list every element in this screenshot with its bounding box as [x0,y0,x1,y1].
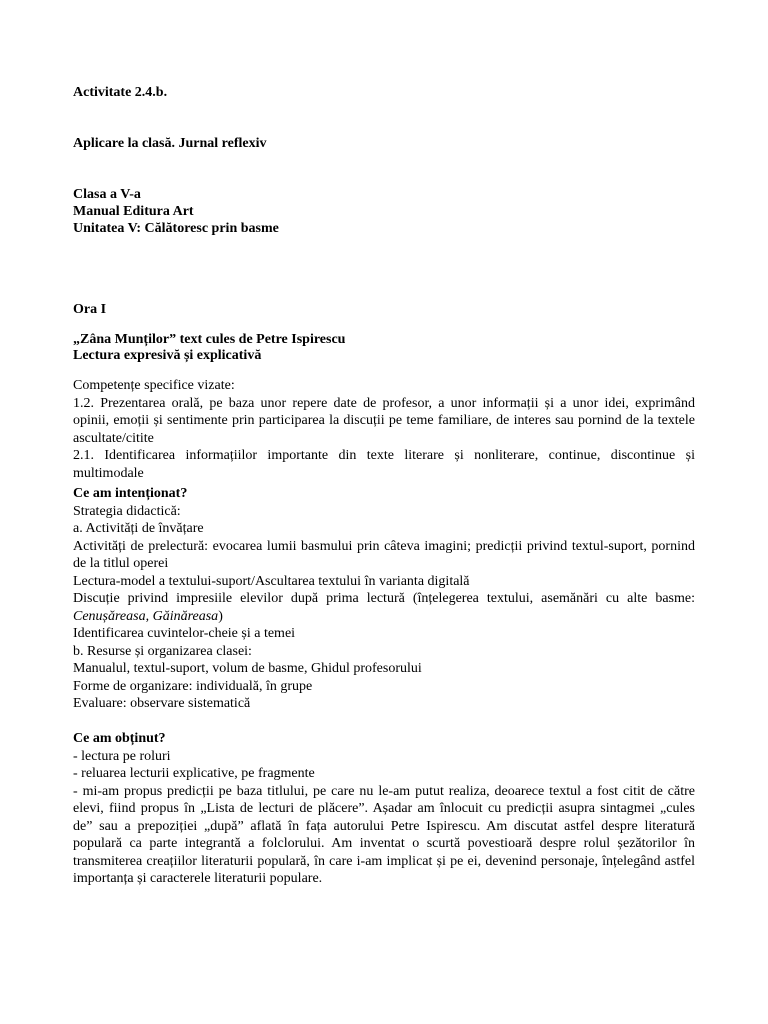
closing-paren: ) [218,608,223,624]
tale-title: Cenușăreasa [73,608,146,624]
obtained-item: - reluarea lecturii explicative, pe fragmente [73,766,315,781]
activity-heading: Activitate 2.4.b. [73,85,168,100]
competence-line: 2.1. Identificarea informațiilor importante din texte literare și nonliterare, continue, discontinue și [73,448,695,463]
tale-title: Găinăreasa [152,608,219,624]
obtained-paragraph-line: populară ca parte integrantă a folclorului. Am inventat o scurtă povestioară despre rolul șezătorilor în [73,836,695,851]
discussion-line: Discuție privind impresiile elevilor după prima lectură (înțelegerea textului, asemănări cu alte basme: [73,591,695,606]
competence-line: opinii, emoții și sentimente prin participarea la discuții pe teme familiare, de interes sau pornind de la textele [73,413,695,428]
strategy-label: Strategia didactică: [73,503,181,519]
model-reading-line: Lectura-model a textului-suport/Ascultarea textului în varianta digitală [73,573,470,589]
competence-line: 1.2. Prezentarea orală, pe baza unor repere date de profesor, a unor informații și a unor idei, exprimând [73,395,695,411]
text-title: „Zâna Munților” text cules de Petre Ispirescu [73,332,346,347]
intended-heading: Ce am intenționat? [73,486,188,501]
class-heading: Clasa a V-a [73,187,141,202]
obtained-heading: Ce am obținut? [73,731,166,746]
obtained-paragraph-line: - mi-am propus predicții pe baza titlului, pe care nu le-am putut realiza, deoarece textul a fost citit de către [73,783,695,799]
manual-heading: Manual Editura Art [73,204,194,219]
keywords-line: Identificarea cuvintelor-cheie și a temei [73,626,296,641]
lesson-title: Ora I [73,302,107,317]
obtained-item: - lectura pe roluri [73,748,171,764]
competence-line: multimodale [73,465,144,481]
application-heading: Aplicare la clasă. Jurnal reflexiv [73,136,267,151]
prereading-line: Activități de prelectură: evocarea lumii basmului prin câteva imagini; predicții privind textul-suport, pornind [73,538,695,554]
obtained-paragraph-line: transmiterea creațiilor literaturii populară, în care i-am implicat și pe ei, devenind personaje, înțelegând astfel [73,853,695,869]
prereading-line: de la titlul operei [73,556,169,571]
separator: , [145,608,153,624]
reading-type: Lectura expresivă și explicativă [73,348,262,363]
organization-line: Forme de organizare: individuală, în grupe [73,678,313,694]
discussion-line-2 [73,608,695,626]
obtained-paragraph-line: importanța și caracterele literaturii populare. [73,871,323,886]
evaluation-line: Evaluare: observare sistematică [73,696,251,711]
competence-line: ascultate/citite [73,430,154,446]
activities-heading: a. Activități de învățare [73,521,204,536]
competences-heading: Competențe specifice vizate: [73,378,235,393]
resources-line: Manualul, textul-suport, volum de basme, Ghidul profesorului [73,661,422,676]
obtained-paragraph-line: de” sau a prepoziției „după” aflată în fața autorului Petre Ispirescu. Am discutat astfel despre literatură [73,818,695,834]
obtained-section [73,730,695,888]
obtained-paragraph-line: elevi, fiind propus în „Lista de lecturi de plăcere”. Așadar am înlocuit cu predicții asupra sintagmei „cules [73,801,695,816]
unit-heading: Unitatea V: Călătoresc prin basme [73,221,279,236]
resources-heading: b. Resurse și organizarea clasei: [73,643,252,659]
competences-section [73,377,695,482]
intended-section [73,485,695,713]
